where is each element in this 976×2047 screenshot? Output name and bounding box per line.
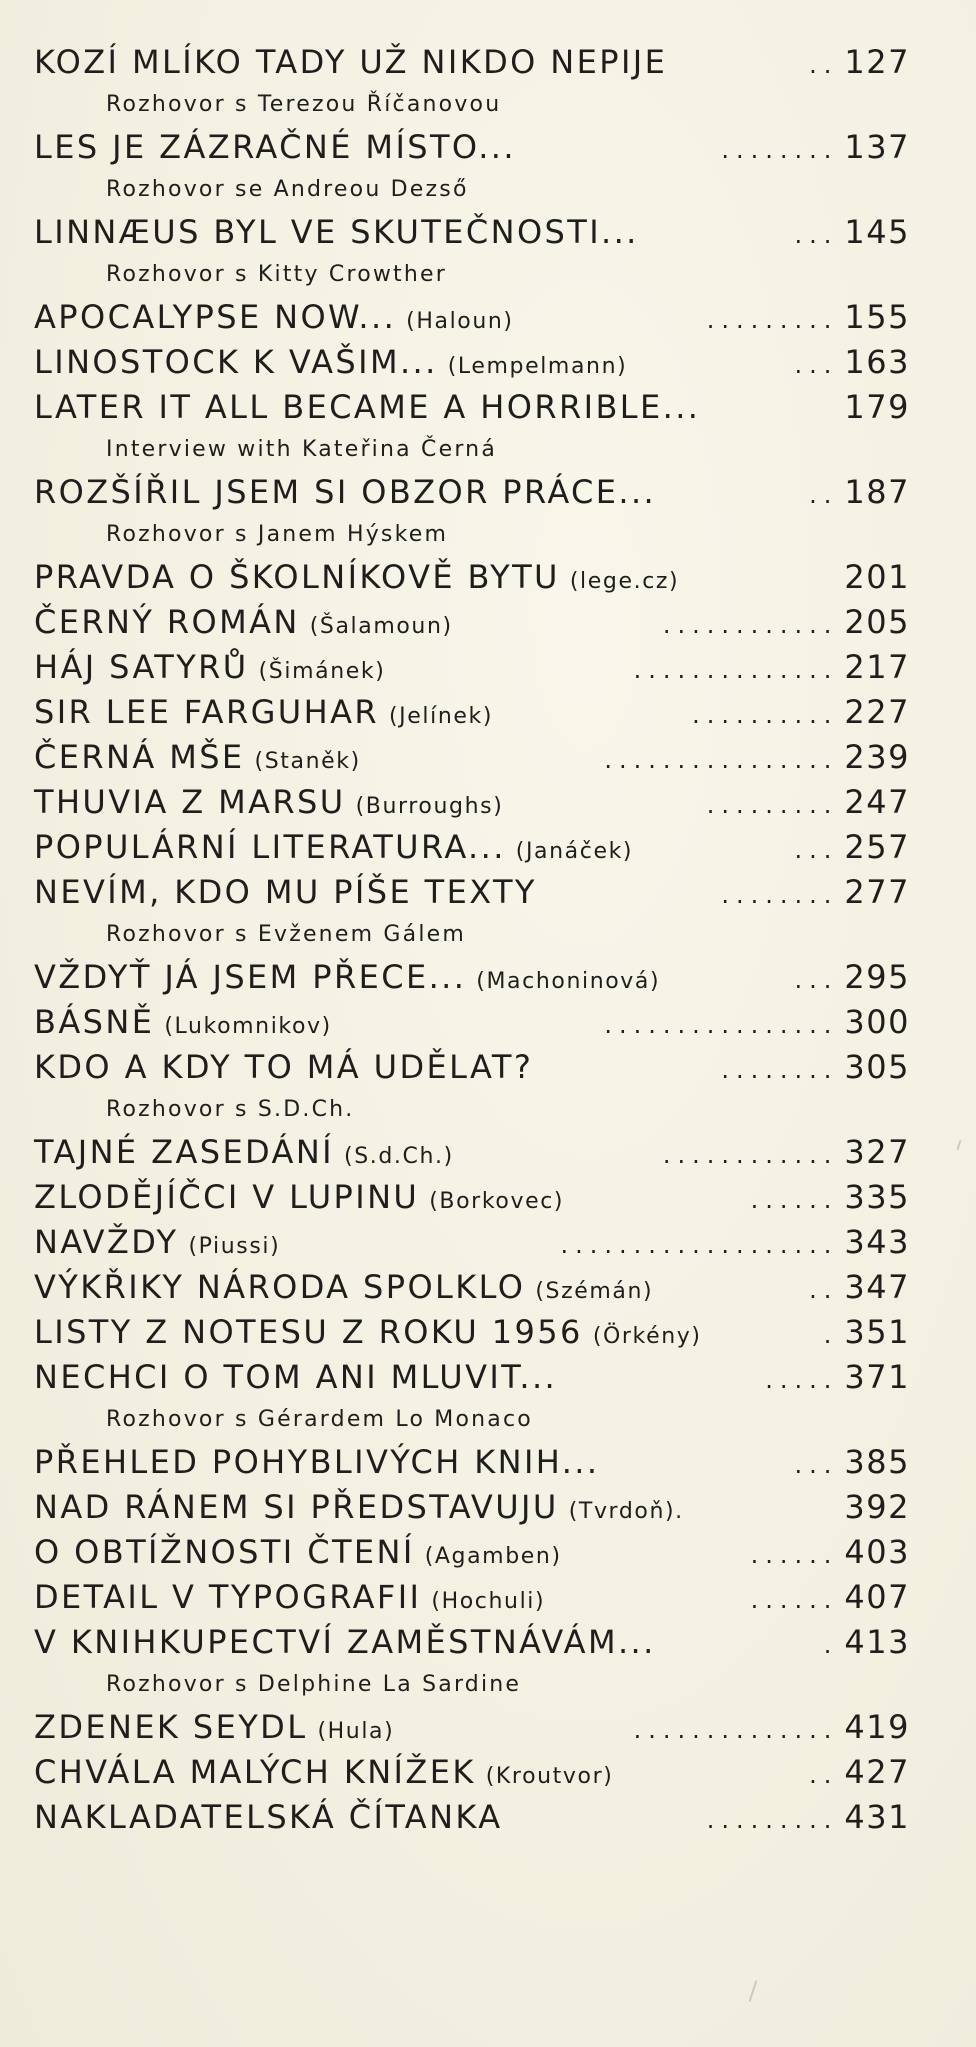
dot-leader: ............ xyxy=(662,611,839,639)
entry-page-number: 431 xyxy=(844,1798,910,1836)
entry-title: ZDENEK SEYDL xyxy=(34,1708,308,1746)
entry-page-number: 305 xyxy=(844,1048,910,1086)
dot-leader: .............. xyxy=(633,656,839,684)
entry-page-number: 137 xyxy=(844,128,910,166)
entry-title: THUVIA Z MARSU xyxy=(34,783,346,821)
entry-subtitle: Rozhovor se Andreou Dezső xyxy=(106,177,469,202)
toc-entry[interactable] xyxy=(34,955,910,1000)
entry-page-number: 277 xyxy=(844,873,910,911)
entry-title: KDO A KDY TO MÁ UDĚLAT? xyxy=(34,1048,534,1086)
dot-leader: ... xyxy=(794,966,839,994)
dot-leader: ........ xyxy=(721,1056,839,1084)
entry-page-number: 227 xyxy=(844,693,910,731)
entry-title: TAJNÉ ZASEDÁNÍ xyxy=(34,1133,335,1171)
toc-entry[interactable] xyxy=(34,870,910,955)
entry-title: O OBTÍŽNOSTI ČTENÍ xyxy=(34,1533,415,1571)
dot-leader: . xyxy=(823,1321,839,1349)
toc-entry-line xyxy=(34,1795,910,1840)
entry-author: (Örkény) xyxy=(592,1324,702,1349)
entry-author: (Lukomnikov) xyxy=(164,1014,332,1039)
paper-scratch-mark xyxy=(957,1140,962,1150)
entry-title: V KNIHKUPECTVÍ ZAMĚSTNÁVÁM... xyxy=(34,1623,656,1661)
toc-entry[interactable] xyxy=(34,1440,910,1485)
entry-page-number: 201 xyxy=(844,558,910,596)
dot-leader: ...... xyxy=(750,1586,839,1614)
toc-entry-line xyxy=(34,600,910,645)
entry-page-number: 371 xyxy=(844,1358,910,1396)
entry-title: VÝKŘIKY NÁRODA SPOLKLO xyxy=(34,1268,526,1306)
entry-page-number: 257 xyxy=(844,828,910,866)
entry-page-number: 392 xyxy=(844,1488,910,1526)
entry-author: (Tvrdoň). xyxy=(568,1499,684,1524)
entry-page-number: 247 xyxy=(844,783,910,821)
entry-page-number: 163 xyxy=(844,343,910,381)
toc-entry[interactable] xyxy=(34,1530,910,1575)
toc-entry-line xyxy=(34,1000,910,1045)
entry-author: (Piussi) xyxy=(188,1234,281,1259)
toc-entry[interactable] xyxy=(34,1355,910,1440)
entry-page-number: 127 xyxy=(844,43,910,81)
dot-leader: ......... xyxy=(706,1806,839,1834)
entry-title: NAD RÁNEM SI PŘEDSTAVUJU xyxy=(34,1488,559,1526)
toc-entry[interactable] xyxy=(34,470,910,555)
entry-title: CHVÁLA MALÝCH KNÍŽEK xyxy=(34,1753,476,1791)
toc-entry-line xyxy=(34,870,910,915)
toc-entry[interactable] xyxy=(34,690,910,735)
toc-entry-line xyxy=(34,470,910,515)
dot-leader: . xyxy=(823,1631,839,1659)
entry-subtitle: Rozhovor s Janem Hýskem xyxy=(106,522,449,547)
entry-title: PRAVDA O ŠKOLNÍKOVĚ BYTU xyxy=(34,558,560,596)
toc-entry[interactable] xyxy=(34,1620,910,1705)
dot-leader: ...... xyxy=(750,1541,839,1569)
toc-entry[interactable] xyxy=(34,555,910,600)
toc-entry-line xyxy=(34,825,910,870)
entry-page-number: 295 xyxy=(844,958,910,996)
dot-leader: .. xyxy=(809,481,839,509)
entry-page-number: 155 xyxy=(844,298,910,336)
toc-entry-line xyxy=(34,1750,910,1795)
toc-entry[interactable] xyxy=(34,735,910,780)
entry-title: LISTY Z NOTESU Z ROKU 1956 xyxy=(34,1313,583,1351)
toc-entry-line xyxy=(34,555,910,600)
entry-author: (Borkovec) xyxy=(429,1189,565,1214)
entry-page-number: 217 xyxy=(844,648,910,686)
entry-author: (Szémán) xyxy=(535,1279,654,1304)
entry-title: LATER IT ALL BECAME A HORRIBLE... xyxy=(34,388,701,426)
entry-title: PŘEHLED POHYBLIVÝCH KNIH... xyxy=(34,1443,600,1481)
entry-title: NAKLADATELSKÁ ČÍTANKA xyxy=(34,1798,503,1836)
entry-page-number: 407 xyxy=(844,1578,910,1616)
entry-author: (Machoninová) xyxy=(476,969,661,994)
entry-author: (Burroughs) xyxy=(355,794,504,819)
toc-entry-line xyxy=(34,1575,910,1620)
dot-leader: ......... xyxy=(706,306,839,334)
entry-title: LINOSTOCK K VAŠIM... xyxy=(34,343,438,381)
entry-page-number: 239 xyxy=(844,738,910,776)
dot-leader: ...... xyxy=(750,1186,839,1214)
toc-entry[interactable] xyxy=(34,780,910,825)
toc-entry[interactable] xyxy=(34,1000,910,1045)
toc-entry[interactable] xyxy=(34,1220,910,1265)
dot-leader: ................ xyxy=(604,746,839,774)
toc-entry-line xyxy=(34,295,910,340)
toc-entry-line xyxy=(34,1175,910,1220)
toc-entry-line xyxy=(34,40,910,85)
toc-entry-line xyxy=(34,645,910,690)
entry-title: NEVÍM, KDO MU PÍŠE TEXTY xyxy=(34,873,537,911)
entry-page-number: 145 xyxy=(844,213,910,251)
dot-leader: ... xyxy=(794,221,839,249)
toc-entry-line xyxy=(34,1310,910,1355)
toc-entry[interactable] xyxy=(34,600,910,645)
entry-title: DETAIL V TYPOGRAFII xyxy=(34,1578,422,1616)
toc-entry[interactable] xyxy=(34,1750,910,1795)
entry-author: (Jelínek) xyxy=(389,704,494,729)
toc-entry-line xyxy=(34,340,910,385)
toc-entry-line xyxy=(34,210,910,255)
entry-author: (Kroutvor) xyxy=(485,1764,614,1789)
entry-title: VŽDYŤ JÁ JSEM PŘECE... xyxy=(34,958,467,996)
dot-leader: ... xyxy=(794,836,839,864)
entry-author: (Lempelmann) xyxy=(447,354,628,379)
entry-author: (Hochuli) xyxy=(431,1589,546,1614)
entry-page-number: 205 xyxy=(844,603,910,641)
entry-author: (Hula) xyxy=(317,1719,395,1744)
entry-subtitle: Rozhovor s S.D.Ch. xyxy=(106,1097,355,1122)
dot-leader: ................... xyxy=(560,1231,839,1259)
toc-entry-line xyxy=(34,1440,910,1485)
entry-title: ČERNÁ MŠE xyxy=(34,738,245,776)
toc-entry[interactable] xyxy=(34,1485,910,1530)
entry-author: (Staněk) xyxy=(254,749,361,774)
entry-title: BÁSNĚ xyxy=(34,1003,155,1041)
toc-entry[interactable] xyxy=(34,825,910,870)
toc-entry-line xyxy=(34,1530,910,1575)
entry-page-number: 343 xyxy=(844,1223,910,1261)
toc-entry-line xyxy=(34,735,910,780)
entry-page-number: 403 xyxy=(844,1533,910,1571)
toc-entry[interactable] xyxy=(34,1265,910,1310)
entry-title: SIR LEE FARGUHAR xyxy=(34,693,379,731)
entry-title: KOZÍ MLÍKO TADY UŽ NIKDO NEPIJE xyxy=(34,43,668,81)
dot-leader: .......... xyxy=(692,701,839,729)
entry-title: LES JE ZÁZRAČNÉ MÍSTO... xyxy=(34,128,516,166)
entry-page-number: 419 xyxy=(844,1708,910,1746)
toc-entry-line xyxy=(34,1220,910,1265)
entry-page-number: 385 xyxy=(844,1443,910,1481)
dot-leader: .............. xyxy=(633,1716,839,1744)
toc-entry-line xyxy=(34,1355,910,1400)
entry-author: (lege.cz) xyxy=(569,569,680,594)
toc-entry-line xyxy=(34,1045,910,1090)
toc-entry[interactable] xyxy=(34,385,910,470)
toc-entry-line xyxy=(34,1265,910,1310)
toc-entry-line xyxy=(34,1620,910,1665)
toc-entry-line xyxy=(34,1485,910,1530)
entry-title: APOCALYPSE NOW... xyxy=(34,298,397,336)
entry-title: HÁJ SATYRŮ xyxy=(34,648,249,686)
entry-title: NAVŽDY xyxy=(34,1223,179,1261)
table-of-contents xyxy=(34,40,910,1840)
dot-leader: .. xyxy=(809,1276,839,1304)
dot-leader: ... xyxy=(794,351,839,379)
dot-leader: ..... xyxy=(765,1366,839,1394)
toc-entry[interactable] xyxy=(34,1045,910,1130)
entry-page-number: 413 xyxy=(844,1623,910,1661)
dot-leader: .. xyxy=(809,51,839,79)
dot-leader: ............ xyxy=(662,1141,839,1169)
toc-entry[interactable] xyxy=(34,125,910,210)
toc-entry[interactable] xyxy=(34,1310,910,1355)
toc-entry[interactable] xyxy=(34,210,910,295)
entry-title: LINNÆUS BYL VE SKUTEČNOSTI... xyxy=(34,213,639,251)
entry-page-number: 327 xyxy=(844,1133,910,1171)
entry-subtitle: Interview with Kateřina Černá xyxy=(106,437,497,462)
toc-entry[interactable] xyxy=(34,645,910,690)
dot-leader: ... xyxy=(794,1451,839,1479)
toc-entry-line xyxy=(34,1705,910,1750)
toc-entry-line xyxy=(34,780,910,825)
entry-page-number: 427 xyxy=(844,1753,910,1791)
toc-entry[interactable] xyxy=(34,1130,910,1175)
dot-leader: ......... xyxy=(706,791,839,819)
dot-leader: ........ xyxy=(721,136,839,164)
entry-page-number: 300 xyxy=(844,1003,910,1041)
entry-subtitle: Rozhovor s Evženem Gálem xyxy=(106,922,466,947)
toc-entry[interactable] xyxy=(34,40,910,125)
toc-entry-line xyxy=(34,125,910,170)
entry-author: (Šimánek) xyxy=(258,659,386,684)
toc-entry-line xyxy=(34,385,910,430)
entry-page-number: 351 xyxy=(844,1313,910,1351)
entry-title: ZLODĚJÍČCI V LUPINU xyxy=(34,1178,420,1216)
dot-leader: ........ xyxy=(721,881,839,909)
entry-author: (Agamben) xyxy=(424,1544,562,1569)
toc-entry[interactable] xyxy=(34,340,910,385)
toc-entry-line xyxy=(34,690,910,735)
toc-entry[interactable] xyxy=(34,1175,910,1220)
toc-entry[interactable] xyxy=(34,1575,910,1620)
toc-entry[interactable] xyxy=(34,1705,910,1750)
entry-page-number: 347 xyxy=(844,1268,910,1306)
dot-leader: ................ xyxy=(604,1011,839,1039)
entry-page-number: 179 xyxy=(844,388,910,426)
paper-scratch-mark xyxy=(749,1980,758,2002)
entry-subtitle: Rozhovor s Kitty Crowther xyxy=(106,262,448,287)
entry-subtitle: Rozhovor s Terezou Říčanovou xyxy=(106,92,502,117)
entry-title: NECHCI O TOM ANI MLUVIT... xyxy=(34,1358,558,1396)
entry-title: POPULÁRNÍ LITERATURA... xyxy=(34,828,506,866)
entry-title: ROZŠÍŘIL JSEM SI OBZOR PRÁCE... xyxy=(34,473,657,511)
entry-author: (Šalamoun) xyxy=(309,614,453,639)
entry-page-number: 187 xyxy=(844,473,910,511)
toc-entry[interactable] xyxy=(34,1795,910,1840)
entry-author: (Janáček) xyxy=(515,839,634,864)
toc-entry-line xyxy=(34,1130,910,1175)
entry-title: ČERNÝ ROMÁN xyxy=(34,603,300,641)
entry-author: (S.d.Ch.) xyxy=(344,1144,454,1169)
toc-entry[interactable] xyxy=(34,295,910,340)
entry-page-number: 335 xyxy=(844,1178,910,1216)
entry-subtitle: Rozhovor s Delphine La Sardine xyxy=(106,1672,522,1697)
dot-leader: .. xyxy=(809,1761,839,1789)
entry-author: (Haloun) xyxy=(406,309,514,334)
entry-subtitle: Rozhovor s Gérardem Lo Monaco xyxy=(106,1407,533,1432)
toc-entry-line xyxy=(34,955,910,1000)
